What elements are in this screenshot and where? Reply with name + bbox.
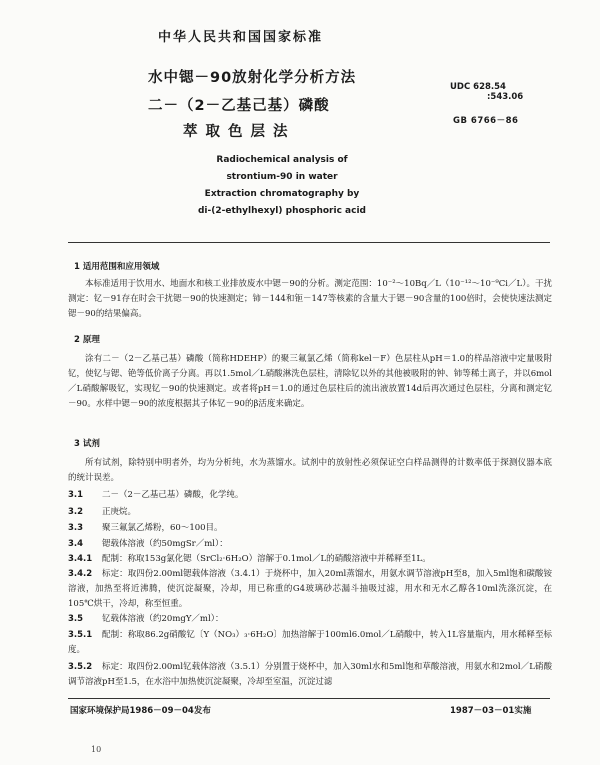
reagent-item-text: 正庚烷。 (102, 507, 137, 517)
reagent-item-text: 聚三氟氯乙烯粉，60～100目。 (102, 523, 223, 533)
reagent-item-number: 3.2 (68, 507, 84, 517)
effective-date: 1987－03－01实施 (450, 706, 532, 716)
top-divider (68, 242, 550, 243)
english-title-line: di-(2-ethylhexyl) phosphoric acid (197, 206, 366, 216)
reagent-item (68, 488, 552, 503)
section-2-heading: 2 原理 (74, 335, 100, 345)
english-title-line: Extraction chromatography by (204, 189, 360, 199)
english-title (172, 152, 392, 220)
reagent-item-number: 3.5 (68, 614, 84, 624)
english-title-line: Radiochemical analysis of (216, 155, 348, 165)
section-3-intro: 所有试剂，除特别申明者外，均为分析纯，水为蒸馏水。试剂中的放射性必须保证空白样品测得的计数率低于探测仪器本底的统计误差。 (68, 458, 552, 483)
reagent-item-number: 3.4.1 (68, 554, 93, 564)
standard-header: 中华人民共和国国家标准 (158, 30, 324, 45)
reagent-item (68, 567, 552, 612)
title-line-2: 二－（2－乙基己基）磷酸 (148, 98, 330, 114)
udc-line-1: UDC 628.54 (450, 82, 506, 92)
reagent-item (68, 628, 552, 658)
reagent-item (68, 505, 552, 520)
section-1-heading: 1 适用范围和应用领域 (74, 262, 160, 272)
section-2-paragraph: 涂有二－（2－乙基己基）磷酸（简称HDEHP）的聚三氟氯乙烯（简称kel－F）色层柱从pH＝1.0的样品溶液中定量吸附钇，使钇与锶、铯等低价离子分离。再以1.5mol／L硝酸淋洗色层柱，清除钇以外的其他被吸附的钟、铈等稀土离子，并以6mol／L硝酸解吸钇，实现钇－90的快速测定。或者将pH＝1.0的通过色层柱后的流出液放置14d后再次通过色层柱，分离和测定钇－90。水样中锶－90的浓度根据其子体钇－90的β活度来确定。 (68, 354, 552, 409)
footer-divider (68, 698, 550, 699)
udc-code (450, 82, 523, 102)
section-3-heading: 3 试剂 (74, 439, 100, 449)
reagent-item-text: 标定：取四份2.00ml钇载体溶液（3.5.1）分别置于烧杯中，加入30ml水和5ml饱和草酸溶液，用氨水和2mol／L硝酸调节溶液pH至1.5，在水浴中加热使沉淀凝聚，冷却至室温，沉淀过滤 (68, 662, 552, 687)
reagent-item-number: 3.5.1 (68, 630, 93, 640)
reagent-item-text: 标定：取四份2.00ml锶载体溶液（3.4.1）于烧杯中，加入20ml蒸馏水，用氨水调节溶液pH至8，加入5ml饱和碳酸铵溶液，加热至将近沸腾，使沉淀凝聚，冷却，用已称重的G4玻璃砂芯漏斗抽吸过滤，用水和无水乙醇各10ml洗涤沉淀，在105℃烘干，冷却，称至恒重。 (68, 569, 552, 609)
reagent-item-number: 3.1 (68, 490, 84, 500)
gb-code: GB 6766－86 (453, 116, 519, 126)
reagent-item-text: 配制：称取153g氯化锶（SrCl₂·6H₂O）溶解于0.1mol／L的硝酸溶液中并稀释至1L。 (102, 554, 431, 564)
title-line-1: 水中锶－90放射化学分析方法 (148, 70, 357, 86)
reagent-item-number: 3.4.2 (68, 569, 93, 579)
reagent-item (68, 521, 552, 536)
english-title-line: strontium-90 in water (226, 172, 338, 182)
reagent-item-number: 3.4 (68, 539, 84, 549)
page-number: 10 (91, 745, 102, 754)
reagent-item-text: 锶载体溶液（约50mgSr／ml）： (102, 539, 228, 549)
title-line-3: 萃取色层法 (183, 124, 296, 140)
reagent-item-text: 二－（2－乙基己基）磷酸，化学纯。 (102, 490, 244, 500)
reagent-item-text: 钇载体溶液（约20mgY／ml）： (102, 614, 224, 624)
issue-date: 国家环境保护局1986－09－04发布 (70, 706, 211, 716)
reagent-item-text: 配制：称取86.2g硝酸钇〔Y（NO₃）₃·6H₂O〕加热溶解于100ml6.0mol／L硝酸中，转入1L容量瓶内，用水稀释至标度。 (68, 630, 552, 655)
section-1-paragraph: 本标准适用于饮用水、地面水和核工业排放废水中锶－90的分析。测定范围：10⁻²～10Bq／L（10⁻¹²～10⁻⁹Ci／L）。干扰测定：钇－91存在时会干扰锶－90的快速测定；铈－144和钷－147等核素的含量大于锶－90含量的100倍时，会使快速法测定锶－90的结果偏高。 (68, 279, 552, 319)
reagent-item (68, 537, 552, 552)
udc-line-2: :543.06 (487, 92, 524, 102)
reagent-item (68, 660, 552, 690)
reagent-item-number: 3.5.2 (68, 662, 93, 672)
reagent-item-number: 3.3 (68, 523, 84, 533)
reagent-item (68, 612, 552, 627)
reagent-item (68, 552, 552, 567)
